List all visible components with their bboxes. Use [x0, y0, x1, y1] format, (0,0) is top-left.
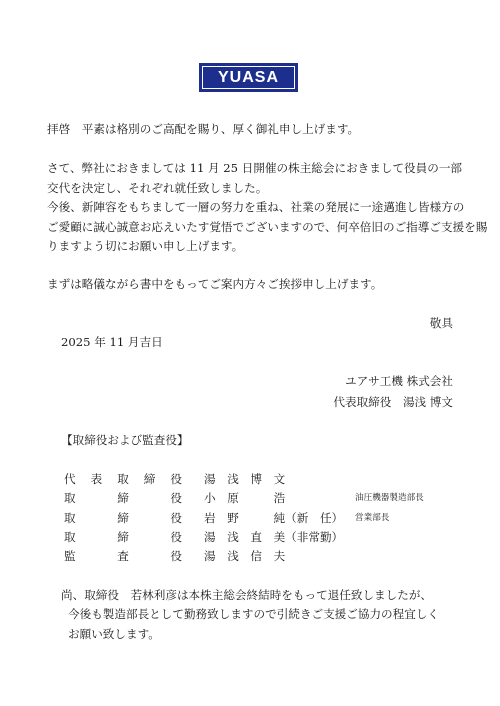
directors-heading: 【取締役および監査役】 [61, 433, 189, 447]
director-name: 湯 浅 直 美（非常勤） [204, 530, 344, 544]
director-title: 監 査 役 [64, 549, 182, 563]
retirement-line1: 尚、取締役 若林利彦は本株主総会終結時をもって退任致しましたが、 [61, 588, 433, 602]
director-title: 取 締 役 [64, 491, 182, 505]
paragraph3: まずは略儀ながら書中をもってご案内方々ご挨拶申し上げます。 [47, 277, 383, 291]
paragraph2-line1: 今後、新陣容をもちまして一層の努力を重ね、社業の発展に一途邁進し皆様方の [47, 200, 465, 214]
closing-keigu: 敬具 [429, 316, 453, 330]
paragraph2-line3: りますよう切にお願い申し上げます。 [47, 239, 244, 253]
director-note: 油圧機器製造部長 [355, 493, 424, 503]
logo-frame [202, 66, 295, 89]
director-name: 湯 浅 信 夫 [204, 549, 286, 563]
director-title: 取 締 役 [64, 530, 182, 544]
retirement-line3: お願い致します。 [68, 627, 160, 641]
greeting: 拝啓 平素は格別のご高配を賜り、厚く御礼申し上げます。 [47, 122, 360, 136]
director-title: 代 表 取 締 役 [64, 472, 182, 486]
company-name: ユアサ工機 株式会社 [344, 374, 453, 388]
director-name: 小 原 浩 [204, 491, 286, 505]
retirement-line2: 今後も製造部長として勤務致しますので引続きご支援ご協力の程宜しく [68, 607, 440, 621]
letter-date: 2025 年 11 月吉日 [61, 335, 163, 349]
director-name: 岩 野 純（新 任） [204, 511, 344, 525]
director-name: 湯 浅 博 文 [204, 472, 286, 486]
paragraph2-line2: ご愛顧に誠心誠意お応えいたす覚悟でございますので、何卒倍旧のご指導ご支援を賜 [47, 220, 488, 234]
paragraph1-line1: さて、弊社におきましては 11 月 25 日開催の株主総会におきまして役員の一部 [47, 161, 463, 175]
paragraph1-line2: 交代を決定し、それぞれ就任致しました。 [47, 181, 268, 195]
yuasa-logo [199, 63, 298, 92]
director-title: 取 締 役 [64, 511, 182, 525]
director-note: 営業部長 [355, 513, 390, 523]
logo-text: YUASA [217, 68, 279, 86]
signer: 代表取締役 湯浅 博文 [333, 395, 453, 409]
